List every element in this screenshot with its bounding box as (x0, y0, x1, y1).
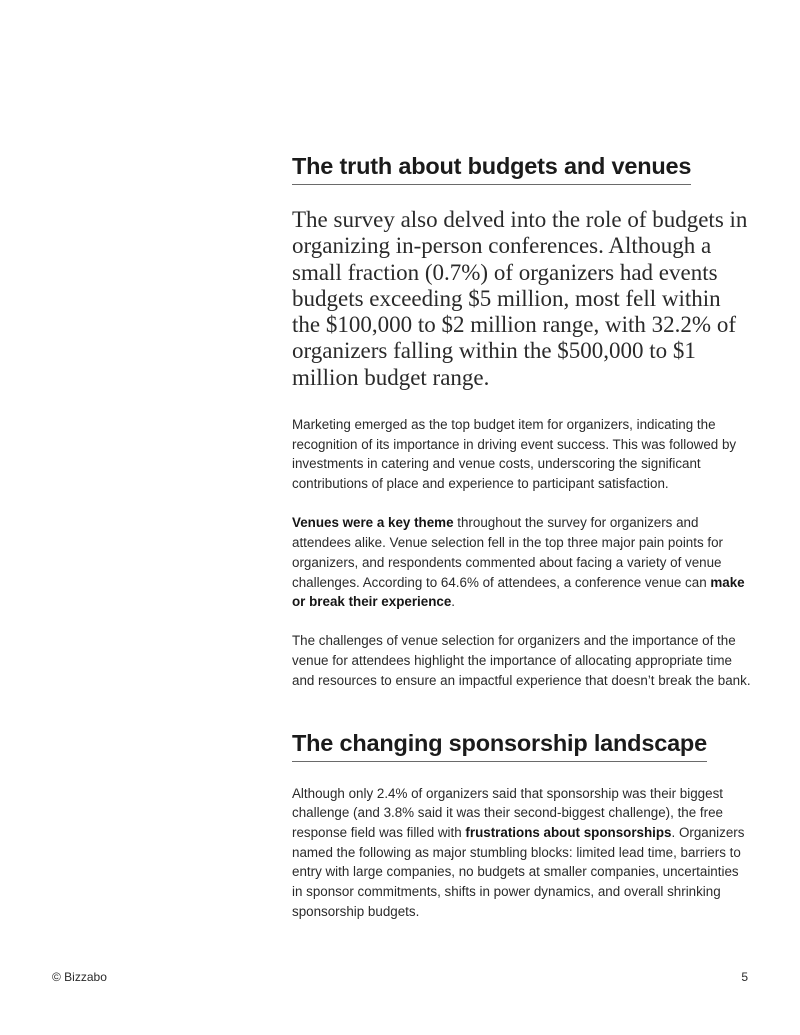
paragraph-sponsorship-text-1: Although only 2.4% of organizers said that sponsorship was their biggest challenge (and 3.8% said it was their second-biggest challenge), the free response field was filled with (292, 785, 723, 840)
bold-make-or-break: make or break their experience (292, 574, 745, 610)
paragraph-venues-text-2: . (451, 594, 456, 610)
footer-copyright: © Bizzabo (52, 970, 107, 984)
paragraph-challenges: The challenges of venue selection for organizers and the importance of the venue for attendees highlight the importance of allocating appropriate time and resources to ensure an impactful experience that doesn’t break the bank. (292, 633, 751, 688)
paragraph-venues (292, 513, 752, 612)
footer-page-number: 5 (741, 970, 748, 984)
section-title-sponsorship: The changing sponsorship landscape (292, 727, 707, 762)
paragraph-sponsorship-text-2: . Organizers named the following as major stumbling blocks: limited lead time, barriers to entry with large companies, no budgets at smaller companies, uncertainties in sponsor commitments, shifts in power dynamics, and overall shrinking sponsorship budgets. (292, 824, 745, 919)
bold-venues-key-theme: Venues were a key theme (292, 515, 454, 531)
intro-paragraph: The survey also delved into the role of budgets in organizing in-person conferences. Although a small fraction (0.7%) of organizers had events budgets exceeding $5 million, most fell within the $100,000 to $2 million range, with 32.2% of organizers falling within the $500,000 to $1 million budget range. (292, 207, 748, 390)
bold-frustrations-sponsorships: frustrations about sponsorships (465, 824, 672, 840)
main-content (292, 150, 752, 921)
paragraph-sponsorship (292, 784, 752, 922)
section-title-budgets-venues: The truth about budgets and venues (292, 150, 691, 185)
paragraph-marketing: Marketing emerged as the top budget item for organizers, indicating the recognition of its importance in driving event success. This was followed by investments in catering and venue costs, underscoring the significant contributions of place and experience to participant satisfaction. (292, 417, 737, 492)
paragraph-venues-text-1: throughout the survey for organizers and attendees alike. Venue selection fell in the top three major pain points for organizers, and respondents commented about facing a variety of venue challenges. According to 64.6% of attendees, a conference venue can (292, 515, 724, 590)
